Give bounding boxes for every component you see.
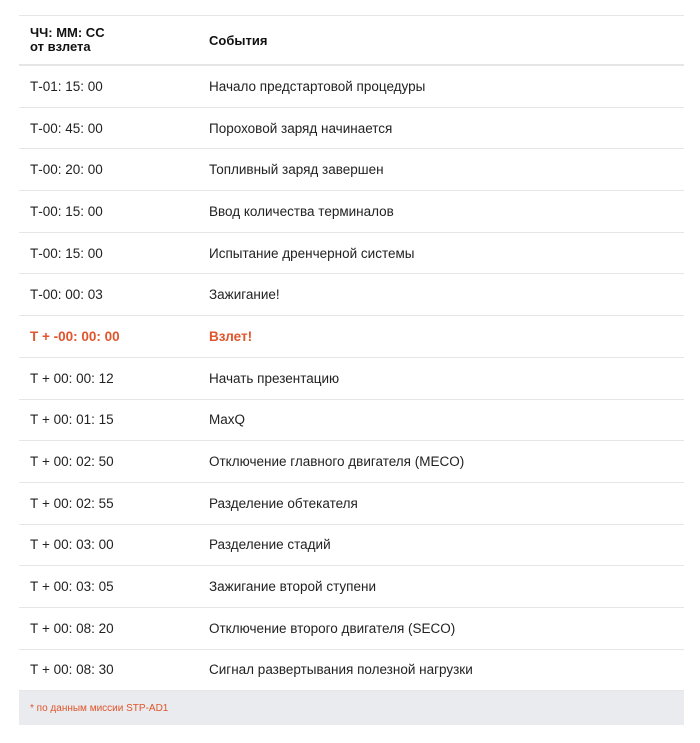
event-time: Т-00: 00: 03 (30, 287, 103, 303)
launch-timeline-table (19, 15, 684, 691)
event-time: Т + 00: 02: 50 (30, 454, 114, 470)
table-row (19, 608, 684, 650)
table-row (19, 149, 684, 191)
event-time: Т-00: 15: 00 (30, 245, 103, 261)
event-time: Т-00: 15: 00 (30, 203, 103, 219)
event-time: Т + 00: 00: 12 (30, 370, 114, 386)
event-time: Т-00: 20: 00 (30, 162, 103, 178)
event-description: Разделение обтекателя (209, 495, 358, 511)
event-description: Ввод количества терминалов (209, 203, 394, 219)
event-description: MaxQ (209, 412, 246, 428)
event-description: Топливный заряд завершен (209, 162, 384, 178)
event-time: Т + 00: 03: 00 (30, 537, 114, 553)
table-row (19, 108, 684, 150)
time-header-line1: ЧЧ: ММ: СС (30, 25, 105, 40)
event-time: Т-01: 15: 00 (30, 78, 103, 94)
event-time: Т-00: 45: 00 (30, 120, 103, 136)
event-time: Т + 00: 02: 55 (30, 495, 114, 511)
event-time: Т + 00: 03: 05 (30, 579, 114, 595)
event-description: Разделение стадий (209, 537, 331, 553)
event-time: Т + 00: 08: 20 (30, 620, 114, 636)
footnote: * по данным миссии STP-AD1 (19, 691, 684, 725)
table-row (19, 66, 684, 108)
event-time: Т + 00: 01: 15 (30, 412, 114, 428)
event-description: Зажигание второй ступени (209, 579, 376, 595)
table-row (19, 400, 684, 442)
event-description: Зажигание! (209, 287, 280, 303)
table-header (19, 16, 684, 66)
table-row (19, 441, 684, 483)
event-description: Начать презентацию (209, 370, 340, 386)
table-body (19, 66, 684, 691)
table-row (19, 233, 684, 275)
time-header-line2: от взлета (30, 39, 91, 54)
time-column-header (19, 26, 209, 54)
event-time: Т + 00: 08: 30 (30, 662, 114, 678)
event-description: Отключение главного двигателя (MECO) (209, 454, 465, 470)
event-description: Пороховой заряд начинается (209, 120, 393, 136)
event-time: Т + -00: 00: 00 (30, 328, 120, 344)
event-description: Испытание дренчерной системы (209, 245, 415, 261)
event-description: Взлет! (209, 328, 253, 344)
table-row (19, 650, 684, 692)
table-row (19, 483, 684, 525)
table-row (19, 566, 684, 608)
table-row-liftoff (19, 316, 684, 358)
events-column-header: События (209, 32, 268, 48)
table-row (19, 274, 684, 316)
event-description: Начало предстартовой процедуры (209, 78, 426, 94)
table-row (19, 358, 684, 400)
event-description: Сигнал развертывания полезной нагрузки (209, 662, 473, 678)
table-row (19, 525, 684, 567)
table-row (19, 191, 684, 233)
event-description: Отключение второго двигателя (SECO) (209, 620, 456, 636)
